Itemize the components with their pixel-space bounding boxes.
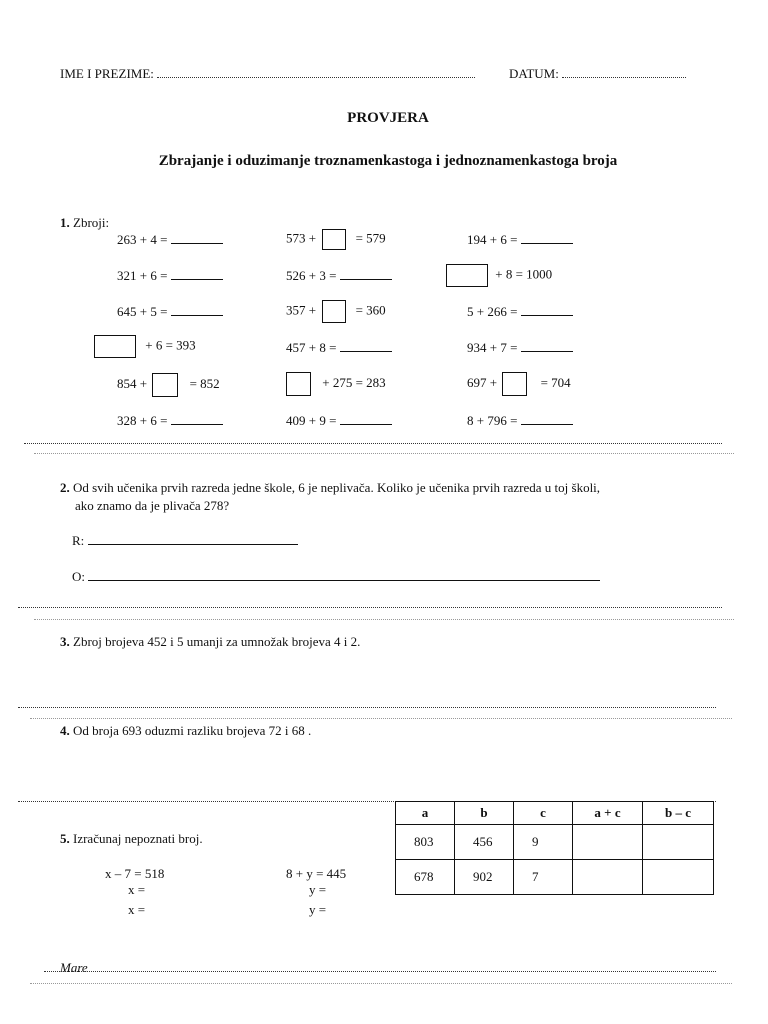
equation-x-step[interactable]: x = — [128, 882, 146, 897]
cell-value — [573, 869, 591, 884]
task2-line2: ako znamo da je plivača 278? — [75, 498, 230, 513]
table-cell — [514, 860, 573, 895]
problem-text: = 704 — [540, 374, 571, 390]
section-divider — [34, 619, 734, 620]
answer-blank[interactable] — [171, 304, 223, 316]
name-label: IME I PREZIME: — [60, 66, 154, 81]
problem-text: 526 + 3 = — [286, 268, 337, 283]
task1-problem — [117, 304, 223, 320]
task4-number: 4. — [60, 723, 70, 738]
r-label: R: — [72, 533, 85, 548]
signature: Mare — [60, 960, 88, 975]
section-divider — [34, 453, 734, 454]
task1-problem — [467, 413, 573, 429]
answer-blank[interactable] — [340, 268, 392, 280]
page-title: PROVJERA — [347, 110, 429, 126]
answer-blank[interactable] — [521, 304, 573, 316]
equation-y-step[interactable]: y = — [309, 902, 327, 917]
task1-heading — [60, 215, 109, 231]
task1-problem — [286, 229, 386, 250]
values-table — [395, 801, 714, 895]
cell-value: 803 — [414, 834, 434, 849]
problem-text: 194 + 6 = — [467, 232, 518, 247]
cell-value: 902 — [473, 869, 493, 884]
equation-y-step[interactable]: y = — [309, 882, 327, 897]
task1-problem — [286, 340, 392, 356]
answer-blank[interactable] — [521, 340, 573, 352]
task3-text: Zbroj brojeva 452 i 5 umanji za umnožak brojeva 4 i 2. — [73, 634, 361, 649]
task1-problem — [117, 373, 220, 397]
task1-problem — [286, 413, 392, 429]
problem-text: 697 + — [467, 374, 498, 390]
answer-box[interactable] — [502, 372, 527, 396]
answer-box[interactable] — [322, 300, 346, 323]
answer-blank[interactable] — [171, 232, 223, 244]
task1-problem — [117, 413, 223, 429]
problem-text: 357 + — [286, 302, 317, 318]
r-answer-line[interactable] — [88, 533, 298, 545]
problem-text: 934 + 7 = — [467, 340, 518, 355]
cell-value: 678 — [414, 869, 434, 884]
problem-text: + 6 = 393 — [145, 337, 196, 353]
section-divider — [18, 607, 722, 608]
table-cell — [396, 860, 455, 895]
answer-cell[interactable] — [643, 860, 714, 895]
column-header-b: b — [455, 802, 514, 825]
answer-blank[interactable] — [340, 340, 392, 352]
date-field-row — [509, 66, 686, 82]
answer-o-row — [72, 569, 600, 585]
problem-text: + 8 = 1000 — [495, 266, 553, 282]
task3-number: 3. — [60, 634, 70, 649]
answer-r-row — [72, 533, 298, 549]
table-row — [396, 860, 714, 895]
column-header-a: a — [396, 802, 455, 825]
task1-problem — [286, 372, 386, 396]
answer-box[interactable] — [94, 335, 136, 358]
column-header-b-minus-c: b – c — [643, 802, 714, 825]
answer-box[interactable] — [286, 372, 311, 396]
answer-blank[interactable] — [521, 232, 573, 244]
task4 — [60, 723, 311, 739]
equation-y: 8 + y = 445 — [286, 866, 347, 881]
problem-text: 645 + 5 = — [117, 304, 168, 319]
answer-cell[interactable] — [643, 825, 714, 860]
task1-problem — [94, 335, 196, 358]
task1-problem — [467, 340, 573, 356]
task5 — [60, 831, 203, 847]
cell-value — [573, 834, 591, 849]
problem-text: 409 + 9 = — [286, 413, 337, 428]
o-answer-line[interactable] — [88, 569, 600, 581]
task5-number: 5. — [60, 831, 70, 846]
answer-cell[interactable] — [573, 860, 643, 895]
table-header-row — [396, 802, 714, 825]
cell-value — [643, 834, 661, 849]
task1-instruction: Zbroji: — [73, 215, 110, 230]
task1-number: 1. — [60, 215, 70, 230]
column-header-a-plus-c: a + c — [573, 802, 643, 825]
o-label: O: — [72, 569, 85, 584]
date-input-line[interactable] — [562, 66, 686, 78]
problem-text: 854 + — [117, 375, 148, 391]
date-label: DATUM: — [509, 66, 559, 81]
task4-text: Od broja 693 oduzmi razliku brojeva 72 i 68 . — [73, 723, 312, 738]
equation-x: x – 7 = 518 — [105, 866, 165, 881]
problem-text: 321 + 6 = — [117, 268, 168, 283]
problem-text: = 579 — [355, 230, 386, 246]
task1-problem — [467, 304, 573, 320]
page-subtitle: Zbrajanje i oduzimanje troznamenkastoga i jednoznamenkastoga broja — [158, 153, 618, 169]
section-divider — [18, 707, 716, 708]
table-cell — [514, 825, 573, 860]
column-header-c: c — [514, 802, 573, 825]
problem-text: 328 + 6 = — [117, 413, 168, 428]
table-cell — [455, 825, 514, 860]
task2-line1 — [60, 480, 600, 496]
section-divider — [30, 718, 732, 719]
problem-text: 457 + 8 = — [286, 340, 337, 355]
problem-text: 8 + 796 = — [467, 413, 518, 428]
task1-problem — [286, 268, 392, 284]
task2-text: Od svih učenika prvih razreda jedne škole, 6 je neplivača. Koliko je učenika prvih razreda u toj školi, — [73, 480, 601, 495]
section-divider — [44, 971, 716, 972]
task2-number: 2. — [60, 480, 70, 495]
answer-box[interactable] — [446, 264, 488, 287]
task3 — [60, 634, 360, 650]
cell-value: 456 — [473, 834, 493, 849]
section-divider — [24, 443, 722, 444]
problem-text: + 275 = 283 — [322, 374, 386, 390]
answer-blank[interactable] — [340, 413, 392, 425]
answer-cell[interactable] — [573, 825, 643, 860]
answer-box[interactable] — [152, 373, 178, 397]
task1-problem — [286, 300, 386, 323]
equation-x-step[interactable]: x = — [128, 902, 146, 917]
name-input-line[interactable] — [157, 66, 475, 78]
answer-box[interactable] — [322, 229, 346, 250]
task1-problem — [117, 268, 223, 284]
cell-value: 7 — [532, 869, 539, 884]
table-row — [396, 825, 714, 860]
problem-text: = 852 — [189, 375, 220, 391]
problem-text: 263 + 4 = — [117, 232, 168, 247]
problem-text: 5 + 266 = — [467, 304, 518, 319]
answer-blank[interactable] — [171, 268, 223, 280]
answer-blank[interactable] — [521, 413, 573, 425]
task1-problem — [467, 372, 571, 396]
problem-text: 573 + — [286, 230, 317, 246]
task1-problem — [117, 232, 223, 248]
task5-text: Izračunaj nepoznati broj. — [73, 831, 203, 846]
table-cell — [396, 825, 455, 860]
task1-problem — [446, 264, 552, 287]
name-field-row — [60, 66, 475, 82]
cell-value: 9 — [532, 834, 539, 849]
task1-problem — [467, 232, 573, 248]
answer-blank[interactable] — [171, 413, 223, 425]
table-cell — [455, 860, 514, 895]
cell-value — [643, 869, 661, 884]
problem-text: = 360 — [355, 302, 386, 318]
section-divider — [30, 983, 732, 984]
